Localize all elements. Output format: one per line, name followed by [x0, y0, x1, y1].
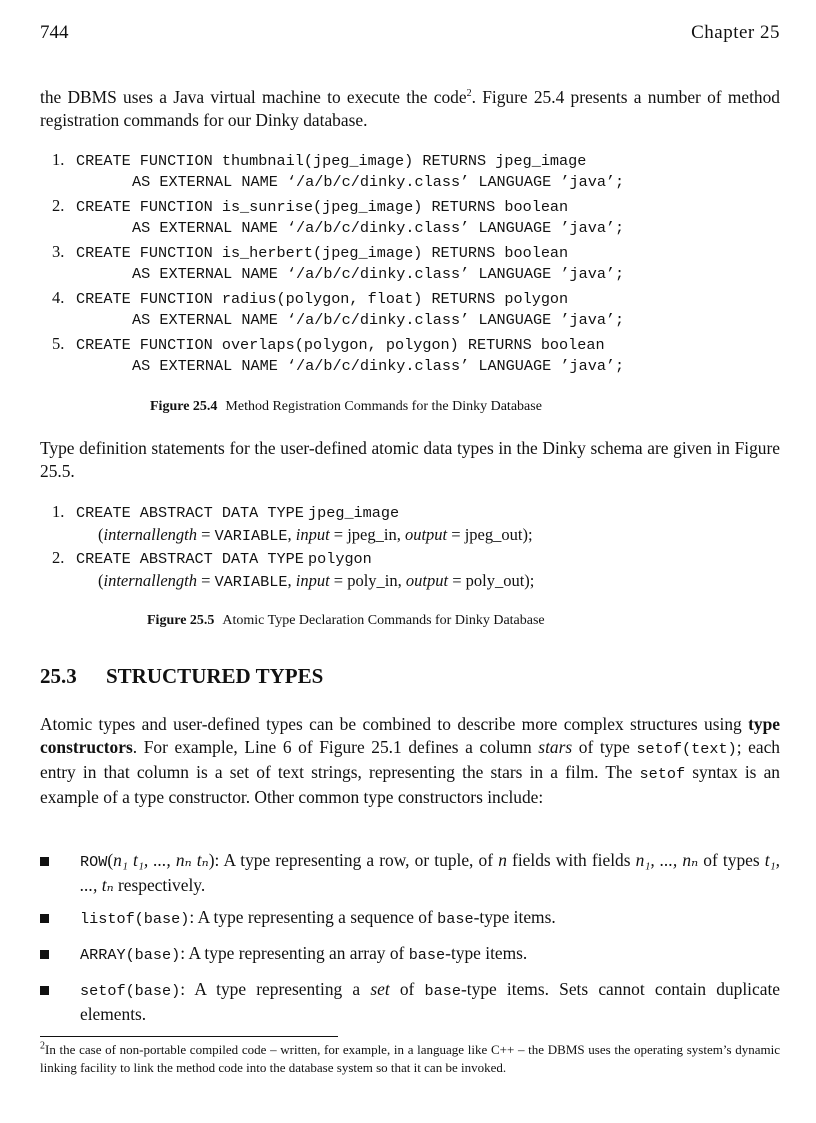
caption-label: Figure 25.4 — [150, 399, 218, 414]
code-term: listof(base) — [80, 910, 190, 928]
caption-text: Method Registration Commands for the Dinky Database — [225, 399, 542, 414]
code-term: base — [437, 910, 474, 928]
body-text: -type items. — [445, 943, 528, 963]
footnote-number: 2 — [40, 1040, 45, 1052]
footnote-text: In the case of non-portable compiled code – written, for example, in a language like C++ – the DBMS uses the operating system’s dynamic linking facility to link the method code into the database system so that it can be invoked. — [40, 1042, 780, 1075]
body-text: -type items. Sets cannot contain duplicate elements. — [80, 979, 780, 1024]
code-line — [52, 332, 624, 355]
section-title: STRUCTURED TYPES — [106, 664, 324, 688]
param-value: jpeg_out — [464, 525, 523, 544]
code-line — [52, 217, 624, 240]
param-name: input — [295, 525, 330, 544]
code-text: CREATE FUNCTION is_sunrise(jpeg_image) RETURNS boolean — [76, 198, 569, 216]
type-definition-paragraph: Type definition statements for the user-defined atomic data types in the Dinky schema are given in Figure 25.5. — [40, 438, 780, 481]
body-text: syntax is an example of a type constructor. Other common type constructors include: — [40, 762, 780, 807]
intro-paragraph — [40, 86, 780, 132]
code-term: setof(text) — [636, 740, 737, 758]
list-item-text — [80, 906, 780, 931]
body-paragraph — [40, 713, 780, 809]
code-term: base — [424, 982, 461, 1000]
item-number: 2. — [52, 548, 65, 567]
code-term: ROW — [80, 853, 108, 871]
item-number: 1. — [52, 502, 65, 521]
code-term: base — [408, 946, 446, 964]
code-line — [52, 171, 624, 194]
param-value: poly_out — [465, 571, 525, 590]
param-value: VARIABLE — [214, 573, 288, 591]
list-item-text — [80, 849, 780, 897]
italic-term: set — [370, 979, 390, 999]
list-item-text — [80, 942, 780, 967]
item-number: 5. — [52, 334, 65, 353]
type-name: jpeg_image — [307, 504, 400, 522]
body-text: -type items. — [473, 907, 556, 927]
code-text: CREATE FUNCTION thumbnail(jpeg_image) RETURNS jpeg_image — [76, 152, 587, 170]
code-line — [52, 309, 624, 332]
bold-term: type constructors — [40, 714, 780, 757]
param-name: internallength — [103, 571, 197, 590]
code-line — [52, 240, 624, 263]
caption-label: Figure 25.5 — [147, 613, 215, 628]
param-name: input — [295, 571, 330, 590]
math-term: n — [498, 850, 507, 870]
type-name: polygon — [307, 550, 372, 568]
body-text: . For example, Line 6 of Figure 25.1 defines a column — [132, 737, 539, 757]
paren: ) — [208, 850, 215, 870]
body-text: ; each entry in that column is a set of text strings, representing the stars in a film. The — [40, 737, 781, 782]
decl-line: (internallength = VARIABLE, input = jpeg_in, output = jpeg_out); — [98, 525, 533, 545]
param-value: poly_in — [347, 571, 398, 590]
decl-line: (internallength = VARIABLE, input = poly_in, output = poly_out); — [98, 571, 535, 591]
decl-line — [52, 546, 534, 569]
body-text: fields with fields — [506, 850, 636, 870]
code-text: AS EXTERNAL NAME ‘/a/b/c/dinky.class’ LANGUAGE ’java’; — [132, 265, 625, 283]
code-text: CREATE ABSTRACT DATA TYPE — [76, 550, 304, 568]
figure-25-4-code — [52, 148, 624, 378]
body-text: of — [389, 979, 425, 999]
code-line — [52, 148, 624, 171]
code-text: AS EXTERNAL NAME ‘/a/b/c/dinky.class’ LANGUAGE ’java’; — [132, 173, 625, 191]
item-number: 2. — [52, 196, 65, 215]
body-text: : A type representing a row, or tuple, of — [214, 850, 499, 870]
equals: = — [197, 525, 215, 544]
figure-25-5-caption — [147, 613, 545, 629]
intro-text: the DBMS uses a Java virtual machine to execute the code — [40, 87, 467, 107]
decl-line — [52, 500, 534, 523]
bullet-square-icon — [40, 914, 49, 923]
math-term: t₁, ..., tₙ — [80, 850, 781, 895]
math-term: n₁, ..., nₙ — [635, 850, 699, 870]
body-text: : A type representing an array of — [180, 943, 409, 963]
code-text: CREATE ABSTRACT DATA TYPE — [76, 504, 304, 522]
code-text: AS EXTERNAL NAME ‘/a/b/c/dinky.class’ LANGUAGE ’java’; — [132, 219, 625, 237]
item-number: 4. — [52, 288, 65, 307]
list-item-text — [80, 978, 780, 1026]
footnote — [40, 1041, 780, 1077]
code-text: AS EXTERNAL NAME ‘/a/b/c/dinky.class’ LANGUAGE ’java’; — [132, 311, 625, 329]
param-value: VARIABLE — [214, 527, 288, 545]
bullet-square-icon — [40, 950, 49, 959]
bullet-square-icon — [40, 857, 49, 866]
intro-text-cont: . Figure 25.4 presents a number of method registration commands for our Dinky database. — [40, 87, 780, 130]
code-term: setof — [639, 765, 686, 783]
footnote-ref: 2 — [466, 88, 472, 100]
paren: ( — [107, 850, 114, 870]
item-number: 3. — [52, 242, 65, 261]
section-number: 25.3 — [40, 664, 77, 688]
param-name: output — [404, 525, 448, 544]
bullet-square-icon — [40, 986, 49, 995]
figure-25-4-caption — [150, 399, 542, 415]
figure-25-5-decls — [52, 500, 534, 592]
caption-text: Atomic Type Declaration Commands for Dinky Database — [222, 613, 545, 628]
code-text: CREATE FUNCTION radius(polygon, float) RETURNS polygon — [76, 290, 569, 308]
param-name: output — [405, 571, 449, 590]
body-text: of types — [698, 850, 765, 870]
code-line — [52, 286, 624, 309]
code-term: ARRAY(base) — [80, 946, 181, 964]
code-line — [52, 194, 624, 217]
param-name: internallength — [103, 525, 197, 544]
body-text: : A type representing a sequence of — [189, 907, 438, 927]
code-text: CREATE FUNCTION overlaps(polygon, polygon) RETURNS boolean — [76, 336, 605, 354]
item-number: 1. — [52, 150, 65, 169]
equals: = — [197, 571, 215, 590]
math-term: n₁ t₁, ..., nₙ tₙ — [113, 850, 209, 870]
italic-term: stars — [538, 737, 573, 757]
code-term: setof(base) — [80, 982, 181, 1000]
page-number: 744 — [40, 22, 69, 43]
param-value: jpeg_in — [347, 525, 397, 544]
body-text: Atomic types and user-defined types can be combined to describe more complex structures using — [40, 714, 749, 734]
code-line — [52, 355, 624, 378]
chapter-heading: Chapter 25 — [691, 22, 780, 43]
code-text: AS EXTERNAL NAME ‘/a/b/c/dinky.class’ LANGUAGE ’java’; — [132, 357, 625, 375]
code-line — [52, 263, 624, 286]
code-text: CREATE FUNCTION is_herbert(jpeg_image) RETURNS boolean — [76, 244, 569, 262]
body-text: : A type representing a — [180, 979, 371, 999]
section-heading — [40, 664, 323, 689]
body-text: of type — [572, 737, 637, 757]
footnote-rule — [40, 1036, 338, 1037]
body-text: respectively. — [113, 875, 206, 895]
